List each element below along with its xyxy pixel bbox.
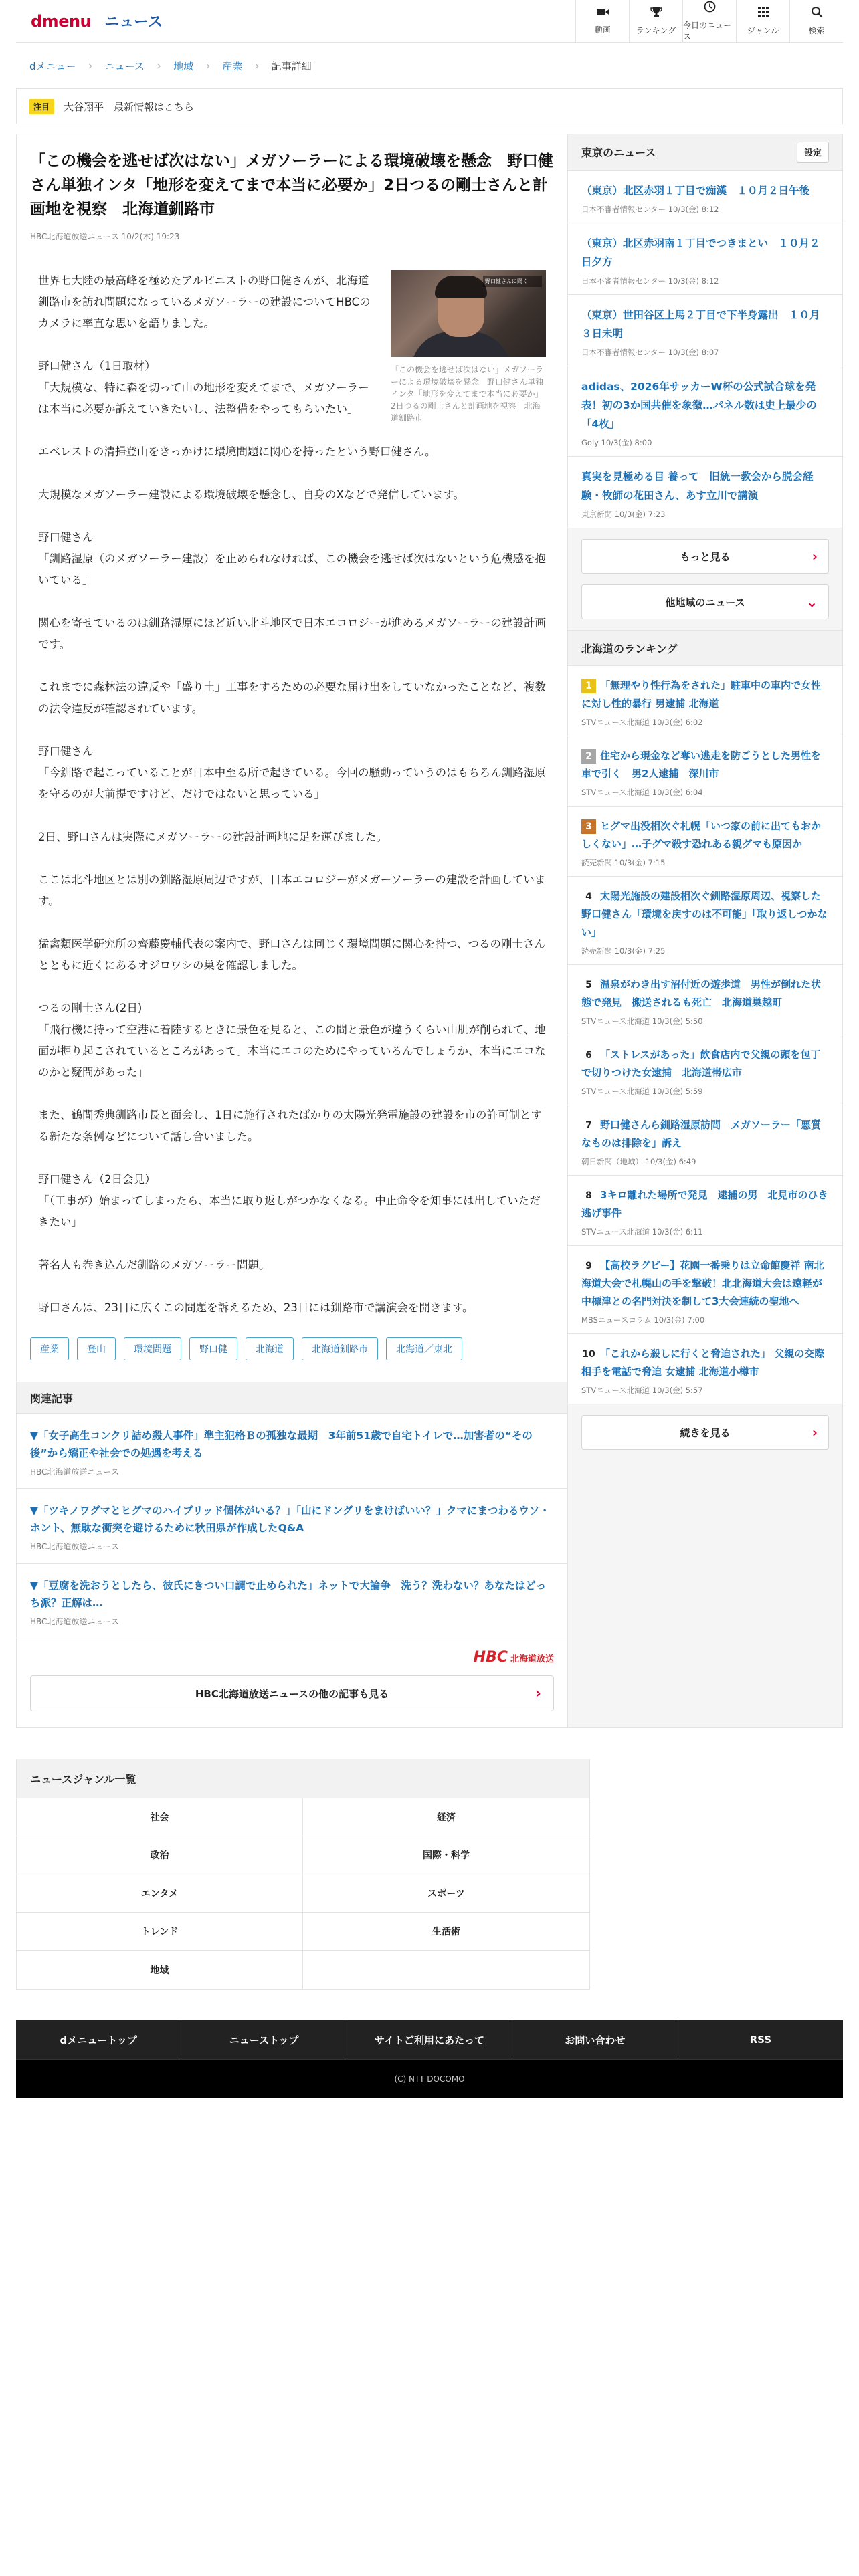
genre-grid <box>17 1798 589 1989</box>
tag-link[interactable]: 登山 <box>77 1337 116 1360</box>
rank-number: 2 <box>581 749 596 764</box>
local-news-heading: 東京のニュース 設定 <box>568 134 842 171</box>
genre-link[interactable]: エンタメ <box>17 1874 303 1913</box>
ranking-source: STVニュース北海道 10/3(金) 5:59 <box>581 1087 703 1096</box>
hbc-logo[interactable]: HBC 北海道放送 <box>473 1649 554 1666</box>
copyright: (C) NTT DOCOMO <box>16 2059 843 2098</box>
footer-link[interactable]: dメニュートップ <box>16 2020 181 2059</box>
ranking-item[interactable] <box>568 666 842 736</box>
local-news-item[interactable] <box>568 457 842 528</box>
ranking-title-text[interactable]: 3キロ離れた場所で発見 逮捕の男 北見市のひき逃げ事件 <box>581 1189 828 1219</box>
tag-link[interactable]: 北海道 <box>246 1337 294 1360</box>
nav-today-label: 今日のニュース <box>683 20 732 41</box>
genre-link <box>303 1951 589 1989</box>
chevron-right-icon: › <box>812 548 818 564</box>
rank-number: 5 <box>585 980 592 990</box>
genre-link[interactable]: 地域 <box>17 1951 303 1989</box>
article-paragraphs <box>38 270 546 1319</box>
nav-video-label: 動画 <box>594 25 611 35</box>
article-paragraph: 野口健さん 「今釧路で起こっていることが日本中至る所で起きている。今回の騒動っていうのはもちろん釧路湿原を守るのが大前提ですけど、だけではないと思っている」 <box>38 745 546 800</box>
ranking-title[interactable] <box>581 1257 829 1311</box>
ranking-title-text[interactable]: 「これから殺しに行くと脅迫された」 父親の交際相手を電話で脅迫 女逮捕 北海道小樽市 <box>581 1348 825 1378</box>
nav-today[interactable] <box>682 0 736 43</box>
ranking-title[interactable] <box>581 1116 829 1152</box>
breadcrumb-current: 記事詳細 <box>271 60 312 72</box>
local-news-title[interactable]: （東京）北区赤羽１丁目で痴漢 １０月２日午後 <box>581 185 810 197</box>
genre-link[interactable]: 経済 <box>303 1798 589 1836</box>
ranking-title-text[interactable]: ヒグマ出没相次ぐ札幌「いつ家の前に出てもおかしくない」…子グマ殺す恐れある親グマも原因か <box>581 820 822 850</box>
article-paragraph: 猛禽類医学研究所の齊藤慶輔代表の案内で、野口さんは同じく環境問題に関心を持つ、つるの剛士さんとともに近くにあるオジロワシの巣を確認しました。 <box>38 938 546 972</box>
nav-ranking[interactable] <box>629 0 682 43</box>
site-name[interactable]: ニュース <box>104 14 163 31</box>
chevron-right-icon: › <box>535 1685 541 1702</box>
settings-button[interactable]: 設定 <box>797 142 829 163</box>
ranking-item[interactable] <box>568 1035 842 1105</box>
main-column <box>16 134 568 1728</box>
tag-link[interactable]: 野口健 <box>189 1337 237 1360</box>
notice-badge: 注目 <box>29 99 54 114</box>
ranking-title-text[interactable]: 「無理やり性行為をされた」駐車中の車内で女性に対し性的暴行 男逮捕 北海道 <box>581 679 822 710</box>
local-news-title[interactable]: （東京）北区赤羽南１丁目でつきまとい １０月２日夕方 <box>581 237 820 268</box>
nav-genre-label: ジャンル <box>747 26 779 35</box>
footer-link[interactable]: お問い合わせ <box>512 2020 678 2059</box>
ranking-title[interactable] <box>581 817 829 853</box>
rank-number: 6 <box>585 1050 592 1061</box>
ranking-item[interactable] <box>568 877 842 965</box>
article-paragraph: 大規模なメガソーラー建設による環境破壊を懸念し、自身のXなどで発信しています。 <box>38 488 464 501</box>
local-news-source: 日本不審者情報センター 10/3(金) 8:12 <box>581 276 719 286</box>
breadcrumb-industry[interactable]: 産業 <box>222 60 243 72</box>
article-paragraph: エベレストの清掃登山をきっかけに環境問題に関心を持ったという野口健さん。 <box>38 445 436 458</box>
article-figure[interactable] <box>391 270 546 424</box>
ranking-source: STVニュース北海道 10/3(金) 6:11 <box>581 1227 703 1237</box>
footer-link[interactable]: RSS <box>749 2034 772 2046</box>
genre-link[interactable]: 国際・科学 <box>303 1836 589 1874</box>
ranking-heading: 北海道のランキング <box>568 630 842 666</box>
rank-number: 9 <box>585 1261 592 1271</box>
ranking-source: 読売新聞 10/3(金) 7:15 <box>581 858 666 867</box>
rank-number: 3 <box>581 819 596 834</box>
global-nav <box>575 0 843 43</box>
nav-ranking-label: ランキング <box>636 26 676 35</box>
ranking-title[interactable] <box>581 747 829 783</box>
article-paragraph: 野口健さん（2日会見） 「（工事が）始まってしまったら、本当に取り返しがつかなくなる。中止命令を知事には出していただきたい」 <box>38 1173 541 1228</box>
chevron-down-icon: ⌄ <box>806 594 818 610</box>
ranking-title[interactable] <box>581 1046 829 1082</box>
site-header <box>16 0 843 43</box>
notice-bar[interactable] <box>16 88 843 124</box>
clock-icon <box>704 1 716 15</box>
local-news-item[interactable] <box>568 171 842 223</box>
ranking-title[interactable] <box>581 1345 829 1381</box>
photo-overlay-caption: 野口健さんに聞く <box>483 276 542 287</box>
rank-number: 1 <box>581 679 596 693</box>
ranking-title-text[interactable]: 温泉がわき出す沼付近の遊歩道 男性が倒れた状態で発見 搬送されるも死亡 北海道巣越町 <box>581 978 822 1008</box>
ranking-title-text[interactable]: 太陽光施設の建設相次ぐ釧路湿原周辺、視察した野口健さん「環境を戻すのは不可能」「取り返しつかない」 <box>581 890 828 938</box>
dmenu-logo[interactable]: dmenu <box>31 11 92 31</box>
related-source: HBC北海道放送ニュース <box>30 1617 119 1626</box>
rank-number: 8 <box>585 1190 592 1201</box>
related-source: HBC北海道放送ニュース <box>30 1467 119 1477</box>
video-icon <box>596 7 609 20</box>
tag-link[interactable]: 北海道／東北 <box>386 1337 462 1360</box>
figure-caption: 「この機会を逃せば次はない」メガソーラーによる環境破壊を懸念 野口健さん単独インタ「地形を変えてまで本当に必要か」2日つるの剛士さんと計画地を視察 北海道釧路市 <box>391 365 544 423</box>
related-item[interactable] <box>17 1564 567 1638</box>
sidebar <box>568 134 843 1728</box>
article-photo[interactable] <box>391 270 546 357</box>
rank-number: 4 <box>585 891 592 902</box>
footer-link[interactable]: サイトご利用にあたって <box>347 2020 512 2059</box>
ranking-item[interactable] <box>568 736 842 807</box>
ranking-title-text[interactable]: 住宅から現金など奪い逃走を防ごうとした男性を車で引く 男2人逮捕 深川市 <box>581 750 822 780</box>
ranking-source: MBSニュースコラム 10/3(金) 7:00 <box>581 1315 705 1325</box>
article-paragraph: 著名人も巻き込んだ釧路のメガソーラー問題。 <box>38 1259 270 1271</box>
content-columns <box>16 134 843 1728</box>
chevron-right-icon: › <box>157 58 162 73</box>
nav-video[interactable] <box>575 0 629 43</box>
article-paragraph: これまでに森林法の違反や「盛り土」工事をするための必要な届け出をしていなかったことなど、複数の法令違反が確認されています。 <box>38 681 546 715</box>
ranking-title-text[interactable]: 【高校ラグビー】花園一番乗りは立命館慶祥 南北海道大会で札幌山の手を撃破！北北海道大会は遠軽が中標津との名門対決を制して3大会連続の聖地へ <box>581 1259 824 1307</box>
local-news-source: Goly 10/3(金) 8:00 <box>581 438 652 447</box>
grid-icon <box>757 6 769 21</box>
genre-link[interactable]: 政治 <box>17 1836 303 1874</box>
ranking-title[interactable] <box>581 677 829 713</box>
local-news-title[interactable]: adidas、2026年サッカーW杯の公式試合球を発表！初の3か国共催を象徴…パネル数は史上最少の「4枚」 <box>581 381 817 430</box>
nav-genre[interactable] <box>736 0 789 43</box>
ranking-item[interactable] <box>568 1334 842 1404</box>
publisher-more-button[interactable]: HBC北海道放送ニュースの他の記事も見る › <box>30 1675 554 1711</box>
notice-text[interactable]: 大谷翔平 最新情報はこちら <box>64 100 195 113</box>
article-paragraph: つるの剛士さん(2日) 「飛行機に持って空港に着陸するときに景色を見ると、この間と景色が違うくらい山肌が削られて、地面が掘り起こされているところがあって。本当にエコのためにやっているんでしょうか、本当にエコなのかと疑問があった」 <box>38 1002 546 1079</box>
ranking-source: STVニュース北海道 10/3(金) 5:57 <box>581 1386 703 1395</box>
ranking-item[interactable] <box>568 965 842 1035</box>
article-paragraph: また、鶴間秀典釧路市長と面会し、1日に施行されたばかりの太陽光発電施設の建設を市の許可制とする新たな条例などについて話し合いました。 <box>38 1109 542 1143</box>
article-body <box>17 255 567 1319</box>
rank-number: 10 <box>582 1349 595 1360</box>
search-icon <box>811 6 823 21</box>
ranking-source: STVニュース北海道 10/3(金) 5:50 <box>581 1016 703 1026</box>
continue-button[interactable]: 続きを見る › <box>581 1415 829 1450</box>
article-paragraph: 野口さんは、23日に広くこの問題を訴えるため、23日には釧路市で講演会を開きます。 <box>38 1301 474 1314</box>
genre-list <box>16 1759 590 1990</box>
local-news-source: 日本不審者情報センター 10/3(金) 8:07 <box>581 348 719 357</box>
local-news-item[interactable] <box>568 295 842 366</box>
local-news-item[interactable] <box>568 366 842 457</box>
local-news-source: 日本不審者情報センター 10/3(金) 8:12 <box>581 205 719 214</box>
footer-nav <box>16 2020 843 2059</box>
article-meta: HBC北海道放送ニュース 10/2(木) 19:23 <box>30 232 180 241</box>
article-title: 「この機会を逃せば次はない」メガソーラーによる環境破壊を懸念 野口健さん単独インタ「地形を変えてまで本当に必要か」2日つるの剛士さんと計画地を視察 北海道釧路市 <box>30 152 553 218</box>
article-paragraph: 野口健さん 「釧路湿原（のメガソーラー建設）を止められなければ、この機会を逃せば次はないという危機感を抱いている」 <box>38 531 546 586</box>
related-title[interactable]: ▼「ツキノワグマとヒグマのハイブリッド個体がいる？」「山にドングリをまけばいい？」クマにまつわるウソ・ホント、無駄な衝突を避けるために秋田県が作成したQ&A <box>30 1505 550 1534</box>
local-news-list <box>568 171 842 528</box>
ranking-item[interactable] <box>568 1176 842 1246</box>
local-news-title[interactable]: 真実を見極める目 養って 旧統一教会から脱会経験・牧師の花田さん、あす立川で講演 <box>581 471 814 502</box>
article-paragraph: 2日、野口さんは実際にメガソーラーの建設計画地に足を運びました。 <box>38 831 387 843</box>
ranking-source: STVニュース北海道 10/3(金) 6:02 <box>581 718 703 727</box>
breadcrumb <box>16 43 843 88</box>
breadcrumb-news[interactable]: ニュース <box>104 60 145 72</box>
ranking-title-text[interactable]: 「ストレスがあった」飲食店内で父親の頭を包丁で切りつけた女逮捕 北海道帯広市 <box>581 1049 821 1079</box>
local-news-source: 東京新聞 10/3(金) 7:23 <box>581 510 666 519</box>
tag-list <box>17 1319 567 1382</box>
page <box>16 0 843 2098</box>
tag-link[interactable]: 環境問題 <box>124 1337 181 1360</box>
brand <box>16 11 163 31</box>
genre-link[interactable]: 社会 <box>17 1798 303 1836</box>
local-news-title[interactable]: （東京）世田谷区上馬２丁目で下半身露出 １０月３日未明 <box>581 309 820 340</box>
genre-link[interactable]: トレンド <box>17 1913 303 1951</box>
tag-link[interactable]: 産業 <box>30 1337 69 1360</box>
ranking-source: 朝日新聞（地域） 10/3(金) 6:49 <box>581 1157 696 1166</box>
article-header <box>17 134 567 255</box>
chevron-right-icon: › <box>254 58 260 73</box>
ranking-list <box>568 666 842 1404</box>
ranking-item[interactable] <box>568 1246 842 1334</box>
ranking-source: STVニュース北海道 10/3(金) 6:04 <box>581 788 703 797</box>
genre-heading: ニュースジャンル一覧 <box>17 1759 589 1798</box>
ranking-title[interactable] <box>581 976 829 1012</box>
article-paragraph: 関心を寄せているのは釧路湿原にほど近い北斗地区で日本エコロジーが進めるメガソーラーの建設計画です。 <box>38 617 546 651</box>
ranking-title[interactable] <box>581 1186 829 1222</box>
tag-link[interactable]: 北海道釧路市 <box>302 1337 378 1360</box>
related-title[interactable]: ▼「女子高生コンクリ詰め殺人事件」準主犯格Ｂの孤独な最期 3年前51歳で自宅トイレで…加害者の“その後”から矯正や社会での処遇を考える <box>30 1430 533 1459</box>
chevron-right-icon: › <box>88 58 93 73</box>
related-item[interactable] <box>17 1414 567 1489</box>
nav-search[interactable] <box>789 0 843 43</box>
site-footer <box>16 2020 843 2098</box>
chevron-right-icon: › <box>812 1424 818 1440</box>
local-news-item[interactable] <box>568 223 842 295</box>
genre-link[interactable]: スポーツ <box>303 1874 589 1913</box>
genre-link[interactable]: 生活術 <box>303 1913 589 1951</box>
article-paragraph: 野口健さん（1日取材） 「大規模な、特に森を切って山の地形を変えてまで、メガソーラーは本当に必要か訴えていきたいし、法整備をやってもらいたい」 <box>38 360 369 415</box>
breadcrumb-dmenu[interactable]: dメニュー <box>29 60 76 72</box>
related-list <box>17 1414 567 1638</box>
breadcrumb-region[interactable]: 地域 <box>173 60 194 72</box>
related-title[interactable]: ▼「豆腐を洗おうとしたら、彼氏にきつい口調で止められた」ネットで大論争 洗う？洗わない？あなたはどっち派？正解は… <box>30 1580 547 1609</box>
ranking-item[interactable] <box>568 807 842 877</box>
ranking-title[interactable] <box>581 887 829 942</box>
related-heading: 関連記事 <box>17 1382 567 1414</box>
more-button[interactable]: もっと見る › <box>581 539 829 574</box>
other-region-button[interactable]: 他地域のニュース ⌄ <box>581 584 829 619</box>
ranking-item[interactable] <box>568 1105 842 1176</box>
ranking-title-text[interactable]: 野口健さんら釧路湿原訪問 メガソーラー「悪質なものは排除を」訴え <box>581 1119 822 1149</box>
trophy-icon <box>650 6 662 21</box>
article-paragraph: ここは北斗地区とは別の釧路湿原周辺ですが、日本エコロジーがメガーソーラーの建設を計画しています。 <box>38 873 546 907</box>
nav-search-label: 検索 <box>808 26 825 35</box>
ranking-source: 読売新聞 10/3(金) 7:25 <box>581 946 666 956</box>
footer-link[interactable]: ニューストップ <box>181 2020 347 2059</box>
related-item[interactable] <box>17 1489 567 1564</box>
rank-number: 7 <box>585 1120 592 1131</box>
related-source: HBC北海道放送ニュース <box>30 1542 119 1551</box>
article-paragraph: 世界七大陸の最高峰を極めたアルピニストの野口健さんが、北海道釧路市を訪れ問題になっているメガソーラーの建設についてHBCのカメラに率直な思いを語りました。 <box>38 274 371 330</box>
chevron-right-icon: › <box>205 58 211 73</box>
